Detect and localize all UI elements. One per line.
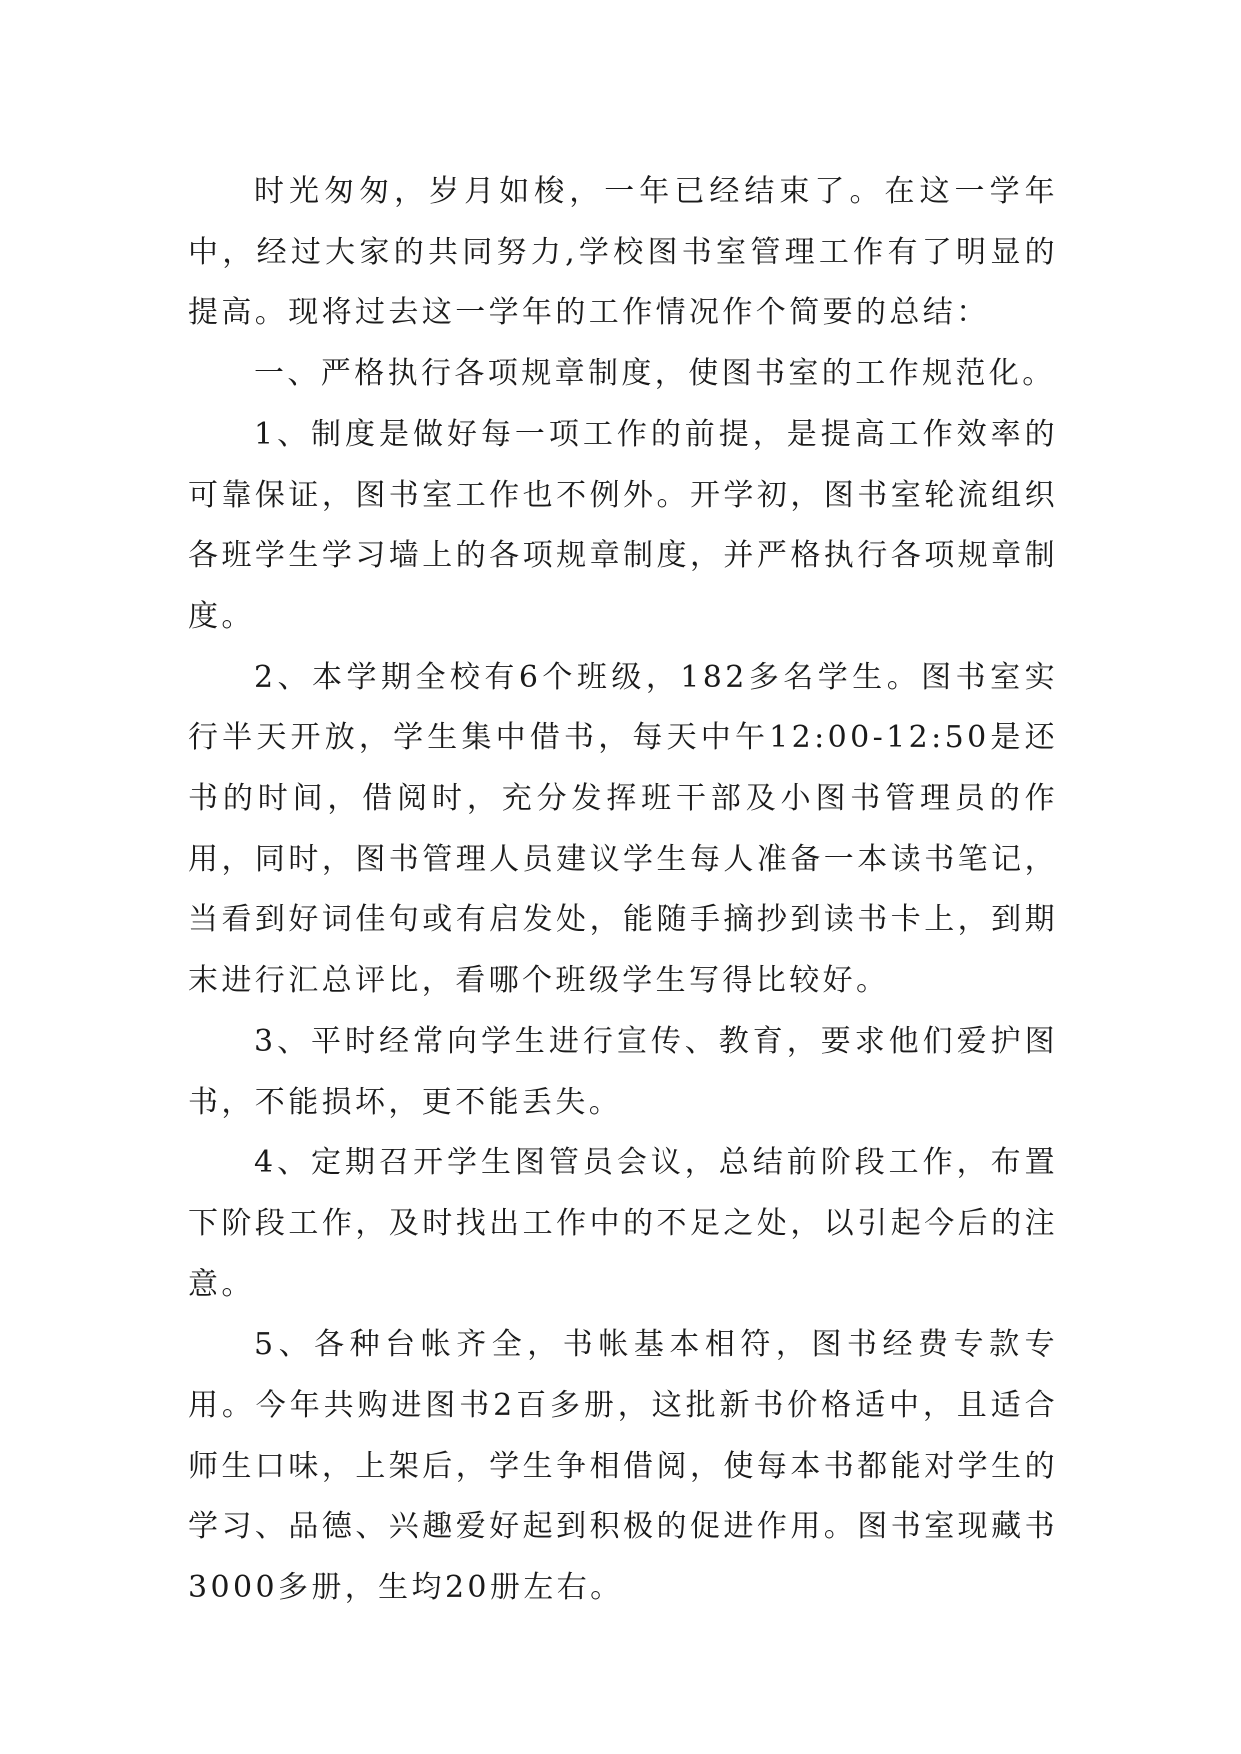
section-heading-1: 一、严格执行各项规章制度，使图书室的工作规范化。: [254, 356, 1056, 392]
paragraph-intro: 时光匆匆，岁月如梭，一年已经结束了。在这一学年中，经过大家的共同努力,学校图书室管理工作有了明显的提高。现将过去这一学年的工作情况作个简要的总结：: [188, 174, 1058, 331]
paragraph-item-3: 3、平时经常向学生进行宣传、教育，要求他们爱护图书，不能损坏，更不能丢失。: [188, 1023, 1058, 1120]
paragraph-item-1: 1、制度是做好每一项工作的前提，是提高工作效率的可靠保证，图书室工作也不例外。开学初，图书室轮流组织各班学生学习墙上的各项规章制度，并严格执行各项规章制度。: [188, 416, 1058, 634]
paragraph-item-5: 5、各种台帐齐全，书帐基本相符，图书经费专款专用。今年共购进图书2百多册，这批新书价格适中，且适合师生口味，上架后，学生争相借阅，使每本书都能对学生的学习、品德、兴趣爱好起到积极的促进作用。图书室现藏书3000多册，生均20册左右。: [188, 1327, 1058, 1606]
paragraph-item-2: 2、本学期全校有6个班级，182多名学生。图书室实行半天开放，学生集中借书，每天中午12:00-12:50是还书的时间，借阅时，充分发挥班干部及小图书管理员的作用，同时，图书管理人员建议学生每人准备一本读书笔记，当看到好词佳句或有启发处，能随手摘抄到读书卡上，到期末进行汇总评比，看哪个班级学生写得比较好。: [188, 659, 1058, 999]
paragraph-item-4: 4、定期召开学生图管员会议，总结前阶段工作，布置下阶段工作，及时找出工作中的不足之处，以引起今后的注意。: [188, 1145, 1058, 1302]
document-body: [188, 162, 1058, 1619]
